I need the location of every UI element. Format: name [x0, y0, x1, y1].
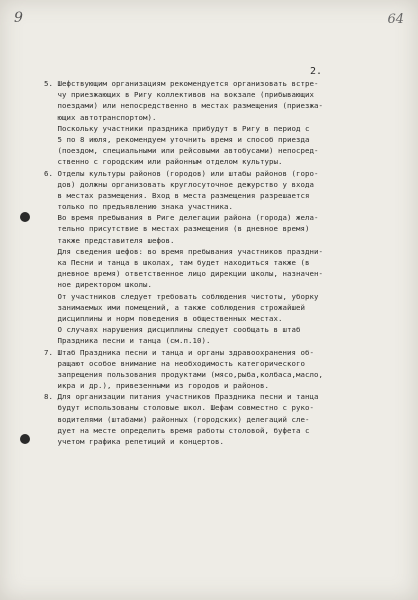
text-line: ное директором школы.	[44, 280, 152, 290]
text-line: поездами) или непосредственно в местах размещения (приезжа-	[44, 101, 323, 111]
text-line: Поскольку участники праздника прибудут в Ригу в период с	[44, 123, 310, 133]
text-line: учетом графика репетиций и концертов.	[44, 437, 224, 446]
text-line: 8. Для организации питания участников Праздника песни и танца	[44, 392, 319, 402]
text-line: чу приезжающих в Ригу коллективов на вокзале (прибывающих	[44, 90, 314, 100]
text-line: От участников следует требовать соблюдения чистоты, уборку	[44, 291, 319, 301]
document-body	[44, 78, 404, 447]
text-line: ственно с городским или районным отделом культуры.	[44, 157, 283, 167]
punch-hole-upper	[20, 212, 30, 222]
text-line: 7. Штаб Праздника песни и танца и органы здравоохранения об-	[44, 347, 314, 357]
text-line: занимаемых ими помещений, а также соблюдения строжайшей	[44, 302, 305, 312]
text-line: только по предъявлению знака участника.	[44, 202, 233, 212]
text-line: (поездом, специальными или рейсовыми автобусами) непосред-	[44, 146, 319, 156]
text-line: дует на месте определить время работы столовой, буфета с	[44, 425, 310, 435]
text-line: О случаях нарушения дисциплины следует сообщать в штаб	[44, 325, 301, 335]
text-line: запрещения пользования продуктами (мясо,рыба,колбаса,масло,	[44, 369, 323, 379]
handwritten-sheet-number: 64	[387, 12, 404, 27]
text-line: Для сведения шефов: во время пребывания участников праздни-	[44, 246, 323, 256]
text-line: ющих автотранспортом).	[44, 112, 157, 122]
text-line: также представителя шефов.	[44, 235, 175, 245]
text-line: Во время пребывания в Риге делегации района (города) жела-	[44, 213, 319, 223]
text-line: икра и др.), привезенными из городов и районов.	[44, 381, 269, 391]
text-line: 5 по 8 июля, рекомендуем уточнить время и способ приезда	[44, 134, 310, 144]
text-line: будут использованы столовые школ. Шефам совместно с руко-	[44, 403, 314, 413]
page-number: 2.	[310, 66, 323, 77]
text-line: тельно присутствие в местах размещения (в дневное время)	[44, 224, 310, 234]
text-line: дов) должны организовать круглосуточное дежурство у входа	[44, 179, 314, 189]
text-line: 6. Отделы культуры районов (городов) или штабы районов (горо-	[44, 168, 319, 178]
text-line: дисциплины и норм поведения в общественных местах.	[44, 313, 283, 323]
text-line: 5. Шефствующим организациям рекомендуется организовать встре-	[44, 79, 319, 88]
text-line: ращают особое внимание на необходимость категорического	[44, 358, 305, 368]
text-line: ка Песни и танца в школах, там будет находиться также (в	[44, 258, 310, 267]
punch-hole-lower	[20, 434, 30, 444]
text-line: дневное время) ответственное лицо дирекции школы, назначен-	[44, 269, 323, 279]
text-line: Праздника песни и танца (см.п.10).	[44, 336, 211, 346]
text-line: водителями (штабами) районных (городских) делегаций сле-	[44, 414, 310, 424]
text-line: в местах размещения. Вход в места размещения разрешается	[44, 190, 310, 200]
handwritten-corner-mark: 9	[14, 10, 23, 26]
